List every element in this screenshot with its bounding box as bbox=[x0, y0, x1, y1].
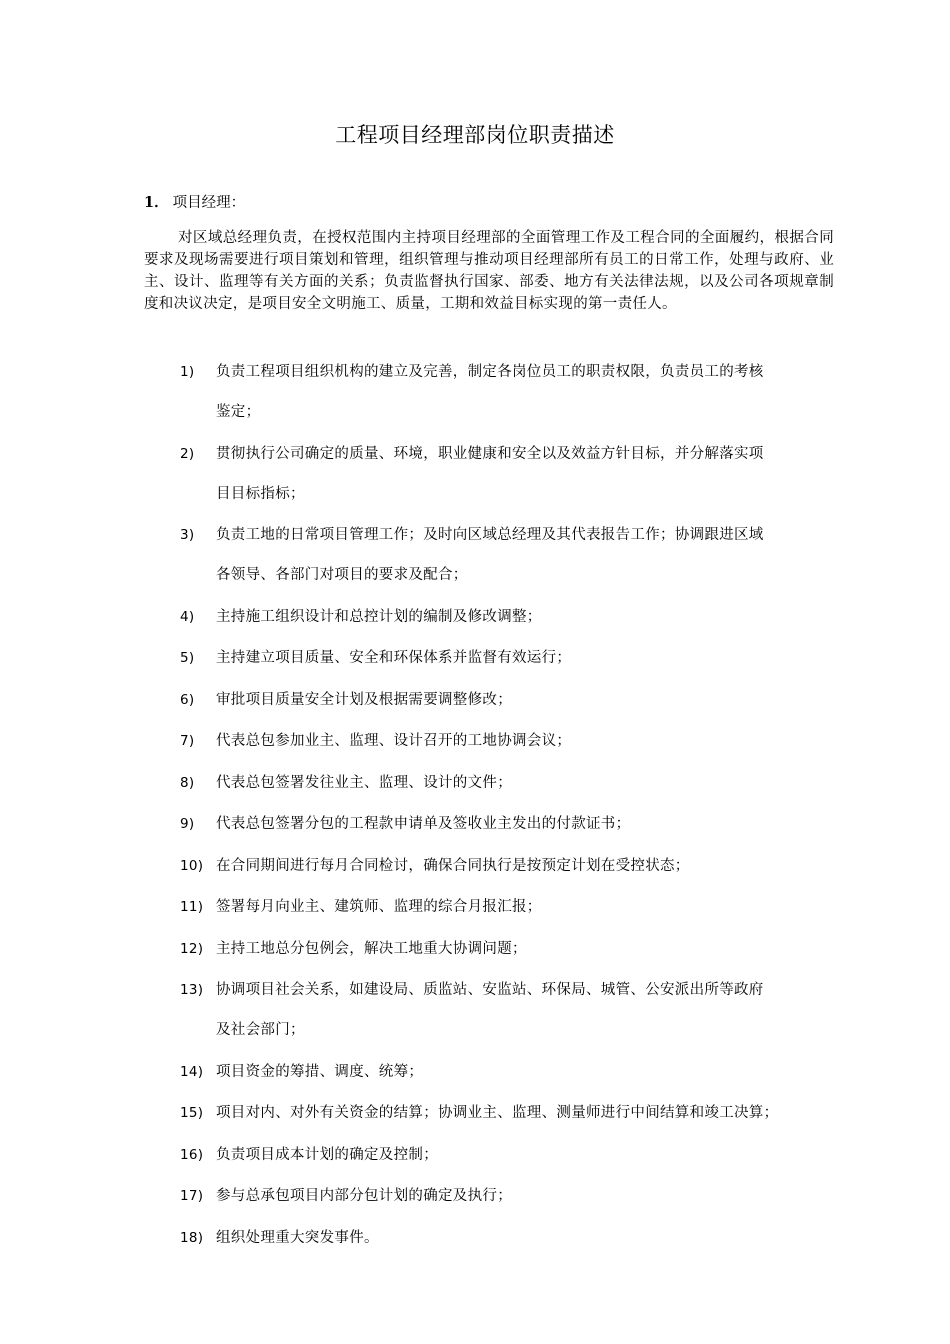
list-item bbox=[180, 939, 836, 959]
item-text: 负责工程项目组织机构的建立及完善，制定各岗位员工的职责权限，负责员工的考核 bbox=[216, 364, 764, 380]
list-item bbox=[180, 731, 836, 751]
list-item bbox=[180, 1228, 836, 1248]
section-heading bbox=[144, 192, 245, 214]
list-item bbox=[180, 607, 836, 627]
list-item bbox=[180, 1062, 836, 1082]
item-number: 9) bbox=[180, 816, 195, 832]
document-title: 工程项目经理部岗位职责描述 bbox=[335, 123, 615, 147]
item-text: 组织处理重大突发事件。 bbox=[216, 1229, 379, 1246]
section-number: 1． bbox=[144, 194, 169, 211]
item-text: 参与总承包项目内部分包计划的确定及执行； bbox=[216, 1188, 512, 1204]
item-number: 16) bbox=[180, 1146, 204, 1163]
list-item bbox=[180, 648, 836, 668]
item-text-continued: 鉴定； bbox=[216, 404, 261, 420]
item-text-continued: 及社会部门； bbox=[216, 1022, 305, 1038]
list-item bbox=[180, 814, 836, 834]
list-item bbox=[180, 856, 836, 876]
item-text: 项目资金的筹措、调度、统筹； bbox=[216, 1063, 424, 1080]
item-text-continued: 目目标指标； bbox=[216, 485, 305, 502]
item-text: 签署每月向业主、建筑师、监理的综合月报汇报； bbox=[216, 899, 542, 915]
item-text: 代表总包签署分包的工程款申请单及签收业主发出的付款证书； bbox=[216, 816, 631, 832]
item-number: 1) bbox=[180, 364, 195, 380]
item-number: 17) bbox=[180, 1188, 204, 1204]
item-number: 4) bbox=[180, 608, 195, 625]
item-text: 审批项目质量安全计划及根据需要调整修改； bbox=[216, 691, 512, 708]
item-text: 主持施工组织设计和总控计划的编制及修改调整； bbox=[216, 608, 542, 625]
item-number: 7) bbox=[180, 733, 195, 749]
item-text: 主持工地总分包例会，解决工地重大协调问题； bbox=[216, 940, 527, 957]
item-number: 12) bbox=[180, 940, 204, 957]
item-number: 11) bbox=[180, 899, 204, 915]
item-text: 主持建立项目质量、安全和环保体系并监督有效运行； bbox=[216, 650, 572, 666]
list-item bbox=[180, 1186, 836, 1206]
item-number: 6) bbox=[180, 691, 195, 708]
item-number: 10) bbox=[180, 857, 204, 874]
item-number: 15) bbox=[180, 1105, 204, 1121]
item-text: 贯彻执行公司确定的质量、环境，职业健康和安全以及效益方针目标，并分解落实项 bbox=[216, 445, 764, 462]
intro-paragraph: 对区域总经理负责，在授权范围内主持项目经理部的全面管理工作及工程合同的全面履约，根据合同要求及现场需要进行项目策划和管理，组织管理与推动项目经理部所有员工的日常工作，处理与政府、业主、设计、监理等有关方面的关系；负责监督执行国家、部委、地方有关法律法规，以及公司各项规章制度和决议决定，是项目安全文明施工、质量，工期和效益目标实现的第一责任人。 bbox=[144, 230, 834, 312]
list-item bbox=[180, 362, 836, 422]
item-text: 项目对内、对外有关资金的结算；协调业主、监理、测量师进行中间结算和竣工决算； bbox=[216, 1105, 779, 1121]
item-text: 代表总包签署发往业主、监理、设计的文件； bbox=[216, 774, 512, 791]
list-item bbox=[180, 1103, 836, 1123]
list-item bbox=[180, 525, 836, 585]
item-text: 负责工地的日常项目管理工作；及时向区域总经理及其代表报告工作；协调跟进区域 bbox=[216, 527, 764, 543]
item-number: 2) bbox=[180, 445, 195, 462]
item-number: 14) bbox=[180, 1063, 204, 1080]
list-item bbox=[180, 1145, 836, 1165]
item-text: 代表总包参加业主、监理、设计召开的工地协调会议； bbox=[216, 733, 572, 749]
item-number: 5) bbox=[180, 650, 195, 666]
item-number: 8) bbox=[180, 774, 195, 791]
list-item bbox=[180, 444, 836, 504]
list-item bbox=[180, 690, 836, 710]
duty-list bbox=[180, 362, 836, 1269]
item-text: 协调项目社会关系，如建设局、质监站、安监站、环保局、城管、公安派出所等政府 bbox=[216, 982, 764, 998]
item-text: 负责项目成本计划的确定及控制； bbox=[216, 1146, 438, 1163]
section-title: 项目经理： bbox=[172, 195, 246, 211]
list-item bbox=[180, 773, 836, 793]
list-item bbox=[180, 980, 836, 1040]
item-number: 18) bbox=[180, 1229, 204, 1246]
item-text: 在合同期间进行每月合同检讨，确保合同执行是按预定计划在受控状态； bbox=[216, 857, 690, 874]
item-number: 13) bbox=[180, 982, 204, 998]
item-text-continued: 各领导、各部门对项目的要求及配合； bbox=[216, 567, 468, 583]
item-number: 3) bbox=[180, 527, 195, 543]
list-item bbox=[180, 897, 836, 917]
